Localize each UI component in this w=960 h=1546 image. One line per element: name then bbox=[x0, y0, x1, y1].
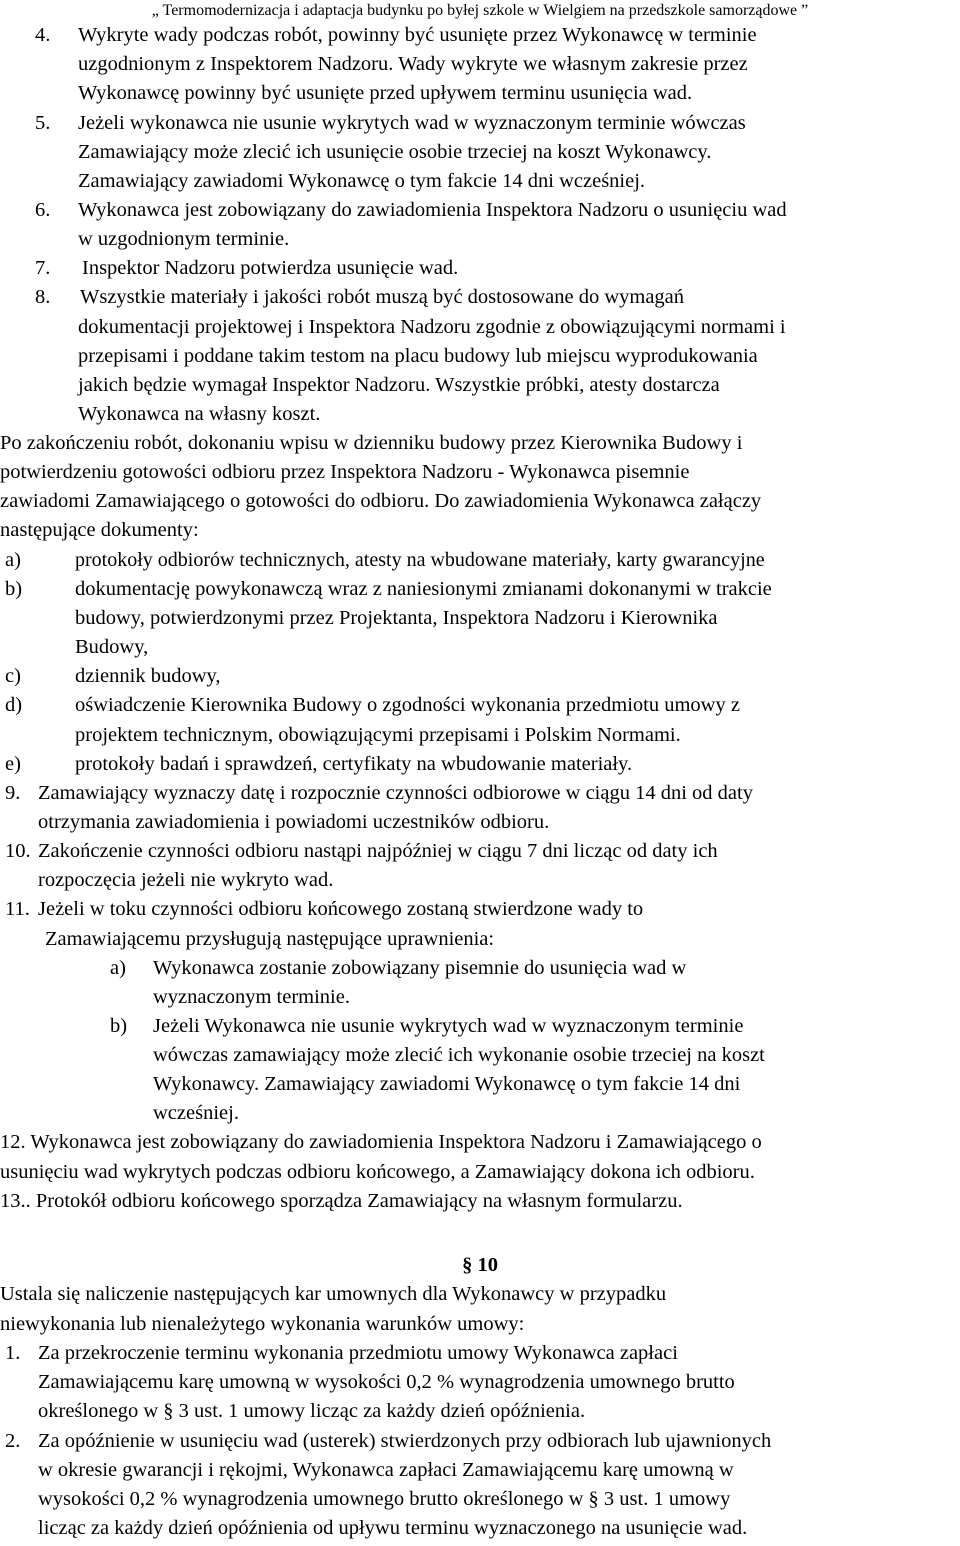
text-line: w uzgodnionym terminie. bbox=[78, 228, 290, 250]
text-line: zawiadomi Zamawiającego o gotowości do odbioru. Do zawiadomienia Wykonawca załączy bbox=[0, 490, 762, 512]
text-line: Jeżeli wykonawca nie usunie wykrytych wad w wyznaczonym terminie wówczas bbox=[78, 112, 746, 134]
text-line: Zamawiającemu karę umowną w wysokości 0,2 % wynagrodzenia umownego brutto bbox=[38, 1371, 735, 1393]
text-line: przepisami i poddane takim testom na placu budowy lub miejscu wyprodukowania bbox=[78, 345, 758, 367]
text-line: niewykonania lub nienależytego wykonania warunków umowy: bbox=[0, 1313, 525, 1335]
text-line: wyznaczonym terminie. bbox=[153, 986, 350, 1008]
text-line: rozpoczęcia jeżeli nie wykryto wad. bbox=[38, 869, 334, 891]
text-line: jakich będzie wymagał Inspektor Nadzoru. Wszystkie próbki, atesty dostarcza bbox=[78, 374, 720, 396]
text-line: Wszystkie materiały i jakości robót muszą być dostosowane do wymagań bbox=[80, 286, 685, 308]
text-line: w okresie gwarancji i rękojmi, Wykonawca zapłaci Zamawiającemu karę umowną w bbox=[38, 1459, 734, 1481]
text-line: projektem technicznym, obowiązującymi przepisami i Polskim Normami. bbox=[75, 724, 681, 746]
text-line: następujące dokumenty: bbox=[0, 519, 199, 541]
list-marker: d) bbox=[5, 694, 23, 716]
text-line: Budowy, bbox=[75, 636, 149, 658]
list-marker: b) bbox=[110, 1015, 128, 1037]
list-marker: a) bbox=[110, 957, 126, 979]
text-line: wcześniej. bbox=[153, 1102, 239, 1124]
text-line: protokoły odbiorów technicznych, atesty na wbudowane materiały, karty gwarancyjne bbox=[75, 549, 765, 571]
text-line: Inspektor Nadzoru potwierdza usunięcie wad. bbox=[82, 257, 459, 279]
list-marker: e) bbox=[5, 753, 21, 775]
text-line: Wykryte wady podczas robót, powinny być usunięte przez Wykonawcę w terminie bbox=[78, 24, 757, 46]
document-header: „ Termomodernizacja i adaptacja budynku po byłej szkole w Wielgiem na przedszkole samorządowe ” bbox=[151, 2, 809, 19]
text-line: protokoły badań i sprawdzeń, certyfikaty na wbudowanie materiały. bbox=[75, 753, 633, 775]
text-line: Wykonawca zostanie zobowiązany pisemnie do usunięcia wad w bbox=[153, 957, 687, 979]
text-line: Zamawiającemu przysługują następujące uprawnienia: bbox=[45, 928, 495, 950]
list-marker: 8. bbox=[35, 286, 51, 308]
text-line: Jeżeli Wykonawca nie usunie wykrytych wad w wyznaczonym terminie bbox=[153, 1015, 744, 1037]
text-line: Wykonawcę powinny być usunięte przed upływem terminu usunięcia wad. bbox=[78, 82, 693, 104]
text-line: wówczas zamawiający może zlecić ich wykonanie osobie trzeciej na koszt bbox=[153, 1044, 765, 1066]
section-title: § 10 bbox=[462, 1254, 498, 1276]
text-line: Wykonawca na własny koszt. bbox=[78, 403, 321, 425]
text-line: dokumentację powykonawczą wraz z naniesionymi zmianami dokonanymi w trakcie bbox=[75, 578, 772, 600]
text-line: Zamawiający zawiadomi Wykonawcę o tym fakcie 14 dni wcześniej. bbox=[78, 170, 646, 192]
text-line: Po zakończeniu robót, dokonaniu wpisu w dzienniku budowy przez Kierownika Budowy i bbox=[0, 432, 743, 454]
text-line: Ustala się naliczenie następujących kar umownych dla Wykonawcy w przypadku bbox=[0, 1283, 667, 1305]
text-line: budowy, potwierdzonymi przez Projektanta, Inspektora Nadzoru i Kierownika bbox=[75, 607, 718, 629]
list-marker: b) bbox=[5, 578, 23, 600]
list-marker: 9. bbox=[5, 782, 21, 804]
text-line: Za przekroczenie terminu wykonania przedmiotu umowy Wykonawca zapłaci bbox=[38, 1342, 678, 1364]
text-line: dokumentacji projektowej i Inspektora Nadzoru zgodnie z obowiązującymi normami i bbox=[78, 316, 786, 338]
text-line: usunięciu wad wykrytych podczas odbioru końcowego, a Zamawiający dokona ich odbioru. bbox=[0, 1161, 755, 1183]
text-line: wysokości 0,2 % wynagrodzenia umownego brutto określonego w § 3 ust. 1 umowy bbox=[38, 1488, 731, 1510]
text-line: określonego w § 3 ust. 1 umowy licząc za każdy dzień opóźnienia. bbox=[38, 1400, 586, 1422]
list-marker: 4. bbox=[35, 24, 51, 46]
text-line: oświadczenie Kierownika Budowy o zgodności wykonania przedmiotu umowy z bbox=[75, 694, 740, 716]
list-marker: 10. bbox=[5, 840, 31, 862]
text-line: Zamawiający wyznaczy datę i rozpocznie czynności odbiorowe w ciągu 14 dni od daty bbox=[38, 782, 753, 804]
list-marker: 1. bbox=[5, 1342, 21, 1364]
list-marker: 6. bbox=[35, 199, 51, 221]
list-marker: a) bbox=[5, 549, 21, 571]
text-line: otrzymania zawiadomienia i powiadomi uczestników odbioru. bbox=[38, 811, 550, 833]
list-marker: c) bbox=[5, 665, 21, 687]
text-line: 12. Wykonawca jest zobowiązany do zawiadomienia Inspektora Nadzoru i Zamawiającego o bbox=[0, 1131, 762, 1153]
text-line: Zamawiający może zlecić ich usunięcie osobie trzeciej na koszt Wykonawcy. bbox=[78, 141, 712, 163]
text-line: 13.. Protokół odbioru końcowego sporządza Zamawiający na własnym formularzu. bbox=[0, 1190, 683, 1212]
list-marker: 2. bbox=[5, 1430, 21, 1452]
text-line: Jeżeli w toku czynności odbioru końcowego zostaną stwierdzone wady to bbox=[38, 898, 644, 920]
list-marker: 7. bbox=[35, 257, 51, 279]
text-line: Za opóźnienie w usunięciu wad (usterek) stwierdzonych przy odbiorach lub ujawnionych bbox=[38, 1430, 772, 1452]
text-line: dziennik budowy, bbox=[75, 665, 221, 687]
text-line: potwierdzeniu gotowości odbioru przez Inspektora Nadzoru - Wykonawca pisemnie bbox=[0, 461, 690, 483]
list-marker: 11. bbox=[5, 898, 30, 920]
text-line: Wykonawcy. Zamawiający zawiadomi Wykonawcę o tym fakcie 14 dni bbox=[153, 1073, 741, 1095]
text-line: licząc za każdy dzień opóźnienia od upływu terminu wyznaczonego na usunięcie wad. bbox=[38, 1517, 748, 1539]
list-marker: 5. bbox=[35, 112, 51, 134]
text-line: Zakończenie czynności odbioru nastąpi najpóźniej w ciągu 7 dni licząc od daty ich bbox=[38, 840, 718, 862]
text-line: Wykonawca jest zobowiązany do zawiadomienia Inspektora Nadzoru o usunięciu wad bbox=[78, 199, 787, 221]
text-line: uzgodnionym z Inspektorem Nadzoru. Wady wykryte we własnym zakresie przez bbox=[78, 53, 748, 75]
